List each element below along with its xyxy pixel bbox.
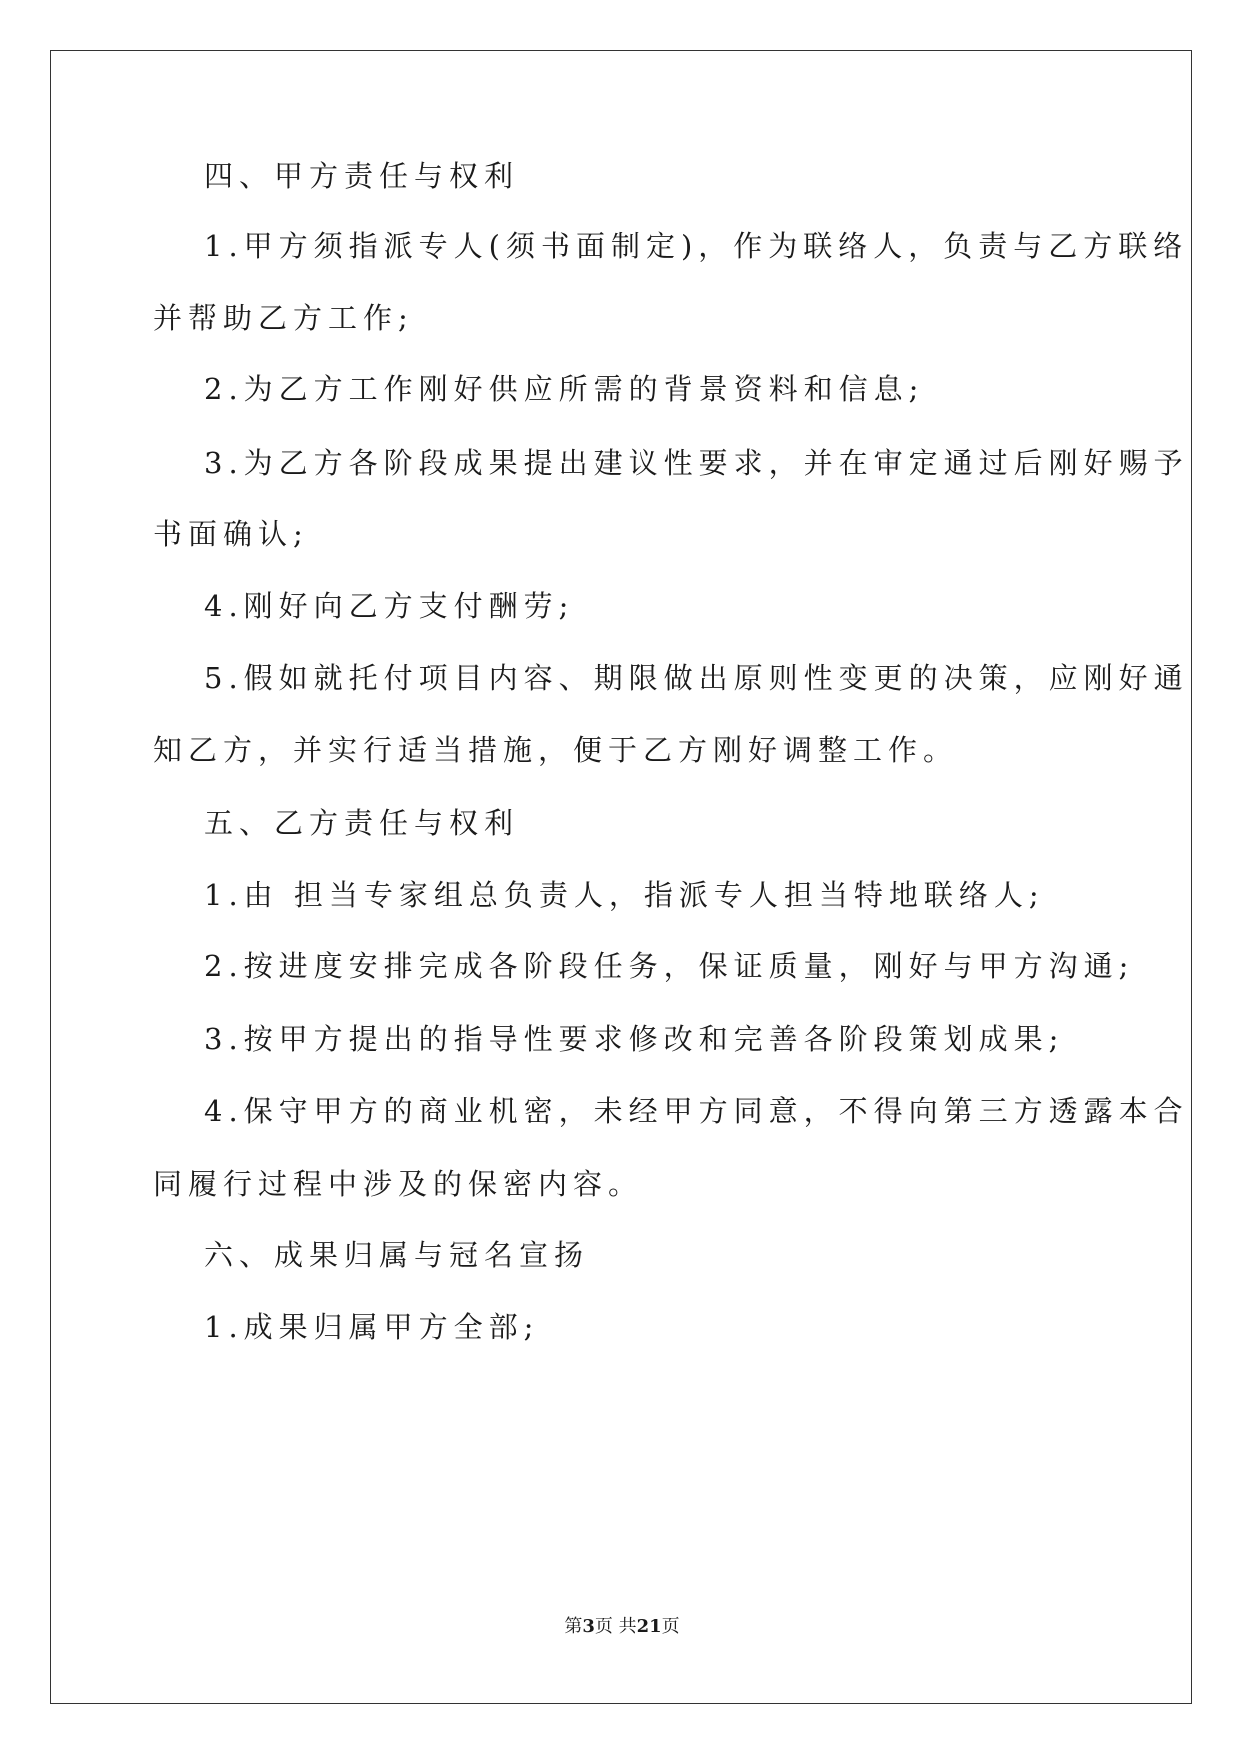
footer-middle: 页 共: [594, 1616, 637, 1637]
section-heading-4: 四、甲方责任与权利: [204, 159, 520, 193]
paragraph-line: 1.甲方须指派专人(须书面制定)，作为联络人，负责与乙方联络: [204, 229, 1189, 263]
footer-suffix: 页: [661, 1616, 680, 1637]
paragraph-line: 4.保守甲方的商业机密，未经甲方同意，不得向第三方透露本合: [204, 1094, 1189, 1128]
paragraph-line: 1.成果归属甲方全部;: [204, 1310, 540, 1344]
total-pages-number: 21: [636, 1616, 662, 1637]
paragraph-line: 知乙方，并实行适当措施，便于乙方刚好调整工作。: [153, 733, 959, 767]
page-footer: [51, 1615, 1193, 1639]
paragraph-line: 5.假如就托付项目内容、期限做出原则性变更的决策，应刚好通: [204, 661, 1189, 695]
paragraph-line: 1.由 担当专家组总负责人，指派专人担当特地联络人;: [204, 878, 1045, 912]
paragraph-line: 2.为乙方工作刚好供应所需的背景资料和信息;: [204, 372, 925, 406]
footer-prefix: 第: [564, 1616, 583, 1637]
paragraph-line: 3.按甲方提出的指导性要求修改和完善各阶段策划成果;: [204, 1022, 1065, 1056]
page-frame: [50, 50, 1192, 1704]
paragraph-line: 书面确认;: [153, 517, 309, 551]
paragraph-line: 3.为乙方各阶段成果提出建议性要求，并在审定通过后刚好赐予: [204, 446, 1189, 480]
section-heading-5: 五、乙方责任与权利: [204, 806, 520, 840]
paragraph-line: 并帮助乙方工作;: [153, 301, 414, 335]
section-heading-6: 六、成果归属与冠名宣扬: [204, 1238, 590, 1272]
paragraph-line: 2.按进度安排完成各阶段任务，保证质量，刚好与甲方沟通;: [204, 949, 1135, 983]
paragraph-line: 4.刚好向乙方支付酬劳;: [204, 589, 575, 623]
current-page-number: 3: [582, 1616, 595, 1637]
paragraph-line: 同履行过程中涉及的保密内容。: [153, 1167, 644, 1201]
